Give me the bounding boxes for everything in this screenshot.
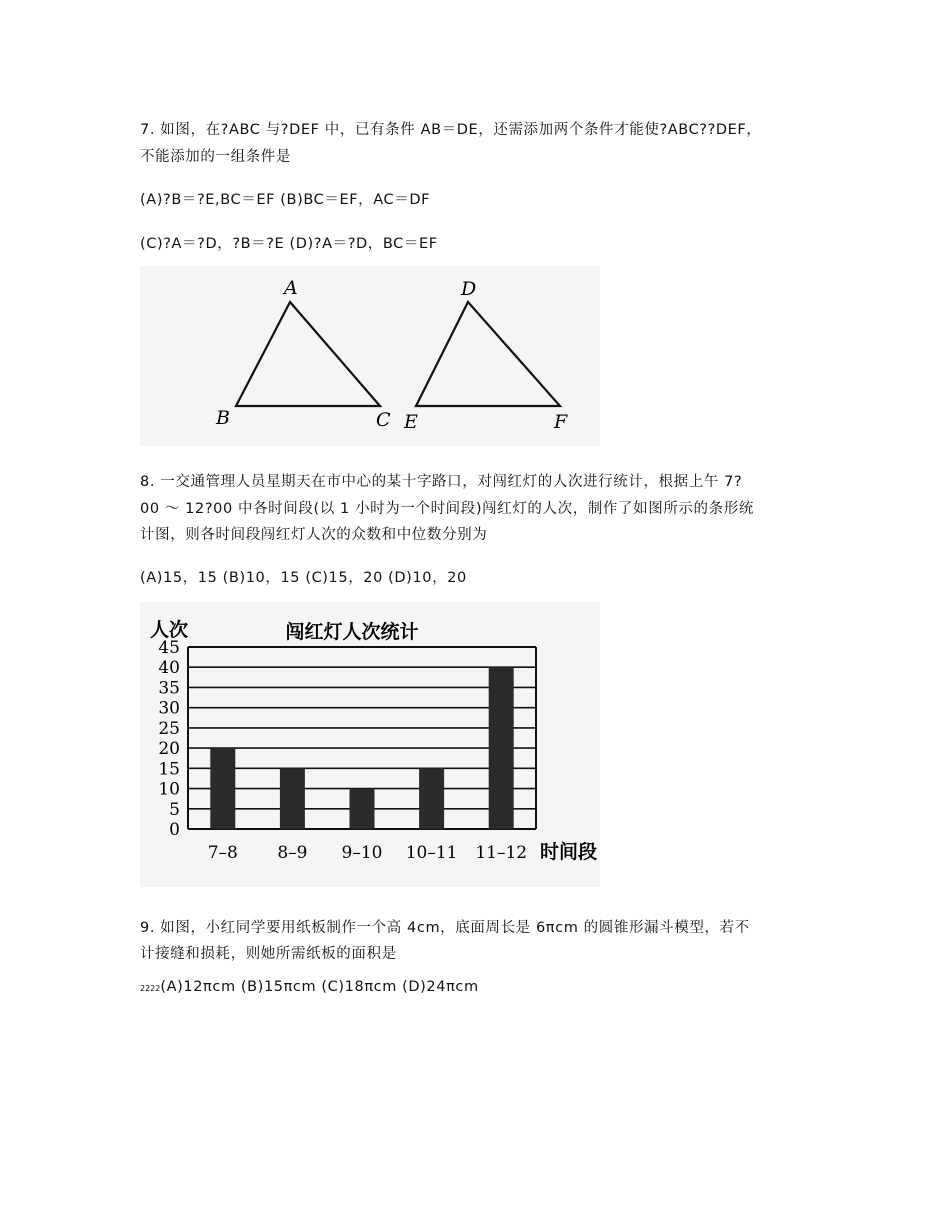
label-c: C	[376, 409, 391, 431]
triangle-abc	[236, 302, 380, 406]
y-tick-label: 20	[158, 739, 180, 760]
q9-options: (A)12πcm (B)15πcm (C)18πcm (D)24πcm	[160, 979, 479, 995]
label-f: F	[554, 411, 568, 433]
x-tick-label: 7–8	[207, 843, 238, 863]
y-tick-label: 15	[158, 759, 180, 780]
label-a: A	[284, 277, 298, 299]
x-tick-label: 9–10	[341, 843, 383, 863]
q9-stem-line-2: 计接缝和损耗，则她所需纸板的面积是	[140, 946, 397, 962]
y-tick-label: 30	[158, 698, 180, 719]
bar	[489, 667, 514, 829]
y-tick-label: 25	[158, 718, 180, 739]
x-tick-label: 10–11	[405, 843, 458, 863]
q8-options: (A)15，15 (B)10，15 (C)15，20 (D)10，20	[140, 570, 467, 586]
bar-chart-figure	[140, 602, 600, 887]
y-tick-label: 45	[158, 638, 180, 658]
chart-title: 闯红灯人次统计	[285, 621, 419, 643]
q9-stem-line-1: 9. 如图，小红同学要用纸板制作一个高 4cm，底面周长是 6πcm 的圆锥形漏斗模型，若不	[140, 920, 750, 936]
chart-xlabel: 时间段	[540, 841, 598, 863]
y-tick-label: 0	[169, 820, 180, 840]
q8-stem-line-1: 8. 一交通管理人员星期天在市中心的某十字路口，对闯红灯的人次进行统计，根据上午 7?	[140, 474, 743, 490]
bar-chart	[140, 602, 600, 887]
y-tick-label: 35	[158, 678, 180, 699]
chart-ylabel: 人次	[150, 619, 189, 641]
x-tick-label: 11–12	[475, 843, 528, 863]
label-b: B	[216, 407, 230, 429]
bar	[419, 768, 444, 829]
bar	[350, 789, 375, 829]
triangle-def	[416, 302, 560, 406]
bar	[280, 768, 305, 829]
x-tick-label: 8–9	[277, 843, 308, 863]
label-d: D	[461, 278, 477, 300]
q9-options-line	[140, 979, 479, 995]
q7-options-line-2: (C)?A＝?D，?B＝?E (D)?A＝?D，BC＝EF	[140, 236, 438, 252]
y-tick-label: 40	[158, 658, 180, 679]
bar	[210, 748, 235, 829]
triangles-svg	[140, 266, 600, 446]
triangles-figure	[140, 266, 600, 446]
q7-stem-line-1: 7. 如图，在?ABC 与?DEF 中，已有条件 AB＝DE，还需添加两个条件才能使?ABC??DEF，	[140, 122, 762, 138]
q8-stem-line-3: 计图，则各时间段闯红灯人次的众数和中位数分别为	[140, 527, 488, 543]
y-tick-label: 5	[169, 799, 180, 820]
y-tick-label: 10	[158, 779, 180, 800]
q9-options-prefix: 2222	[140, 984, 161, 993]
q7-options-line-1: (A)?B＝?E,BC＝EF (B)BC＝EF，AC＝DF	[140, 192, 431, 208]
label-e: E	[404, 411, 418, 433]
q7-stem-line-2: 不能添加的一组条件是	[140, 149, 291, 165]
q8-stem-line-2: 00 ～ 12?00 中各时间段(以 1 小时为一个时间段)闯红灯的人次，制作了如图所示的条形统	[140, 501, 754, 517]
